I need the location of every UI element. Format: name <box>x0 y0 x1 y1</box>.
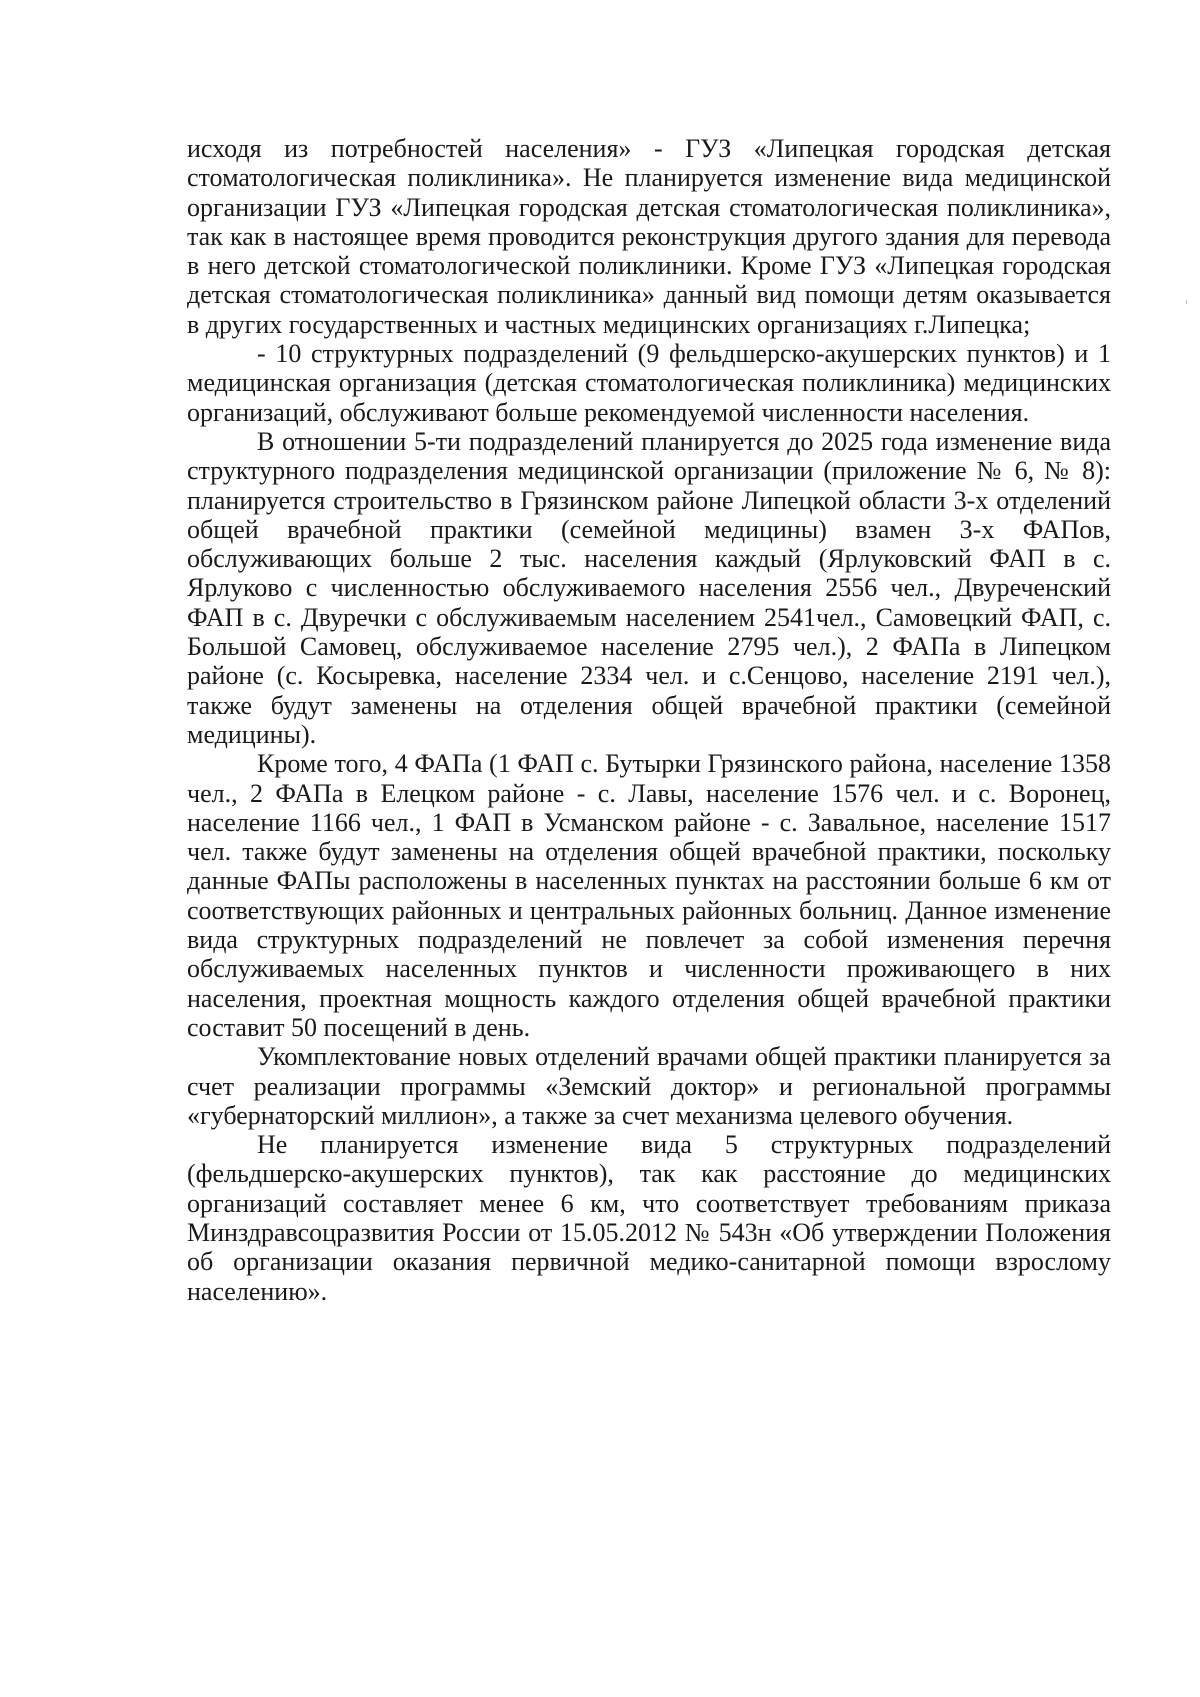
paragraph-6: Не планируется изменение вида 5 структурных подразделений (фельдшерско-акушерских пунктов), так как расстояние до медицинских организаций составляет менее 6 км, что соответствует требованиям приказа Минздравсоцразвития России от 15.05.2012 № 543н «Об утверждении Положения об организации оказания первичной медико-санитарной помощи взрослому населению». <box>187 1130 1111 1306</box>
paragraph-1: исходя из потребностей населения» - ГУЗ «Липецкая городская детская стоматологическая поликлиника». Не планируется изменение вида медицинской организации ГУЗ «Липецкая городская детская стоматологическая поликлиника», так как в настоящее время проводится реконструкция другого здания для перевода в него детской стоматологической поликлиники. Кроме ГУЗ «Липецкая городская детская стоматологическая поликлиника» данный вид помощи детям оказывается в других государственных и частных медицинских организациях г.Липецка; <box>187 134 1111 339</box>
scan-margin-mark <box>1186 300 1187 304</box>
paragraph-5: Укомплектование новых отделений врачами общей практики планируется за счет реализации программы «Земский доктор» и региональной программы «губернаторский миллион», а также за счет механизма целевого обучения. <box>187 1042 1111 1130</box>
paragraph-3: В отношении 5-ти подразделений планируется до 2025 года изменение вида структурного подразделения медицинской организации (приложение № 6, № 8): планируется строительство в Грязинском районе Липецкой области 3-х отделений общей врачебной практики (семейной медицины) взамен 3-х ФАПов, обслуживающих больше 2 тыс. населения каждый (Ярлуковский ФАП в с. Ярлуково с численностью обслуживаемого населения 2556 чел., Двуреченский ФАП в с. Двуречки с обслуживаемым населением 2541чел., Самовецкий ФАП, с. Большой Самовец, обслуживаемое население 2795 чел.), 2 ФАПа в Липецком районе (с. Косыревка, население 2334 чел. и с.Сенцово, население 2191 чел.), также будут заменены на отделения общей врачебной практики (семейной медицины). <box>187 426 1111 749</box>
paragraph-4: Кроме того, 4 ФАПа (1 ФАП с. Бутырки Грязинского района, население 1358 чел., 2 ФАПа в Елецком районе - с. Лавы, население 1576 чел. и с. Воронец, население 1166 чел., 1 ФАП в Усманском районе - с. Завальное, население 1517 чел. также будут заменены на отделения общей врачебной практики, поскольку данные ФАПы расположены в населенных пунктах на расстоянии больше 6 км от соответствующих районных и центральных районных больниц. Данное изменение вида структурных подразделений не повлечет за собой изменения перечня обслуживаемых населенных пунктов и численности проживающего в них населения, проектная мощность каждого отделения общей врачебной практики составит 50 посещений в день. <box>187 749 1111 1042</box>
document-body <box>187 134 1111 1306</box>
paragraph-2: - 10 структурных подразделений (9 фельдшерско-акушерских пунктов) и 1 медицинская организация (детская стоматологическая поликлиника) медицинских организаций, обслуживают больше рекомендуемой численности населения. <box>187 339 1111 427</box>
